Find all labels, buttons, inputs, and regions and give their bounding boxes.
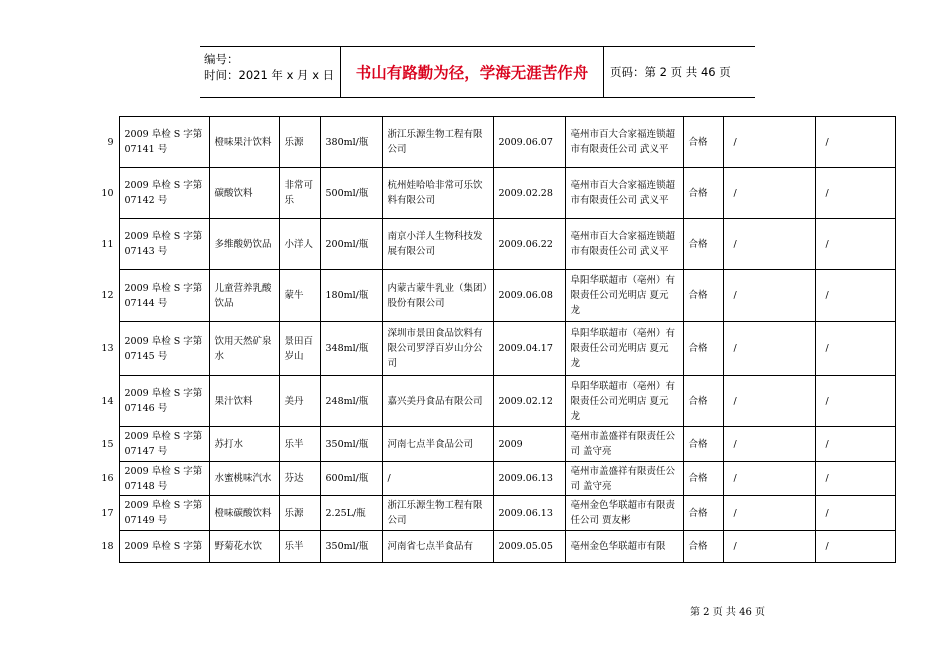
- seller-cell: 阜阳华联超市（亳州）有限责任公司光明店 夏元龙: [565, 322, 683, 376]
- table-row: [86, 427, 895, 462]
- remark-1-cell: /: [723, 117, 815, 168]
- result-cell: 合格: [683, 219, 723, 270]
- cert-number-cell: 2009 阜检 S 字第 07141 号: [119, 117, 209, 168]
- table-row: [86, 168, 895, 219]
- seller-cell: 阜阳华联超市（亳州）有限责任公司光明店 夏元龙: [565, 376, 683, 427]
- manufacturer-cell: 浙江乐源生物工程有限公司: [382, 496, 493, 531]
- remark-1-cell: /: [723, 168, 815, 219]
- page-header: [200, 46, 755, 98]
- remark-1-cell: /: [723, 270, 815, 322]
- spec-cell: 350ml/瓶: [320, 531, 382, 563]
- remark-1-cell: /: [723, 219, 815, 270]
- manufacturer-cell: 内蒙古蒙牛乳业（集团）股份有限公司: [382, 270, 493, 322]
- cert-number-cell: 2009 阜检 S 字第 07148 号: [119, 462, 209, 496]
- production-date-cell: 2009: [493, 427, 565, 462]
- manufacturer-cell: 杭州娃哈哈非常可乐饮料有限公司: [382, 168, 493, 219]
- seller-cell: 亳州市百大合家福连锁超市有限责任公司 武义平: [565, 117, 683, 168]
- row-number: 11: [101, 238, 114, 250]
- page-code: 页码：第 2 页 共 46 页: [610, 65, 731, 79]
- cert-number-cell: 2009 阜检 S 字第: [119, 531, 209, 563]
- spec-cell: 500ml/瓶: [320, 168, 382, 219]
- remark-2-cell: /: [815, 496, 895, 531]
- remark-2-cell: /: [815, 322, 895, 376]
- product-name-cell: 果汁饮料: [209, 376, 279, 427]
- result-cell: 合格: [683, 531, 723, 563]
- production-date-cell: 2009.06.13: [493, 462, 565, 496]
- brand-cell: 乐源: [279, 496, 320, 531]
- page-footer: 第 2 页 共 46 页: [690, 607, 765, 618]
- product-name-cell: 碳酸饮料: [209, 168, 279, 219]
- manufacturer-cell: 南京小洋人生物科技发展有限公司: [382, 219, 493, 270]
- header-page: [604, 47, 761, 97]
- brand-cell: 乐源: [279, 117, 320, 168]
- row-number: 10: [101, 187, 114, 199]
- spec-cell: 380ml/瓶: [320, 117, 382, 168]
- header-info: [200, 47, 341, 97]
- seller-cell: 亳州市百大合家福连锁超市有限责任公司 武义平: [565, 168, 683, 219]
- manufacturer-cell: 深圳市景田食品饮料有限公司罗浮百岁山分公司: [382, 322, 493, 376]
- spec-cell: 348ml/瓶: [320, 322, 382, 376]
- manufacturer-cell: 浙江乐源生物工程有限公司: [382, 117, 493, 168]
- doc-date-label: 时间：2021 年 x 月 x 日: [204, 68, 335, 82]
- inspection-table: [86, 116, 896, 563]
- result-cell: 合格: [683, 270, 723, 322]
- result-cell: 合格: [683, 322, 723, 376]
- remark-2-cell: /: [815, 168, 895, 219]
- product-name-cell: 饮用天然矿泉水: [209, 322, 279, 376]
- production-date-cell: 2009.06.13: [493, 496, 565, 531]
- cert-number-cell: 2009 阜检 S 字第 07145 号: [119, 322, 209, 376]
- result-cell: 合格: [683, 168, 723, 219]
- remark-1-cell: /: [723, 496, 815, 531]
- production-date-cell: 2009.02.28: [493, 168, 565, 219]
- table-row: [86, 376, 895, 427]
- remark-1-cell: /: [723, 322, 815, 376]
- seller-cell: 亳州金色华联超市有限: [565, 531, 683, 563]
- production-date-cell: 2009.06.08: [493, 270, 565, 322]
- remark-2-cell: /: [815, 427, 895, 462]
- manufacturer-cell: /: [382, 462, 493, 496]
- product-name-cell: 多维酸奶饮品: [209, 219, 279, 270]
- cert-number-cell: 2009 阜检 S 字第 07147 号: [119, 427, 209, 462]
- product-name-cell: 苏打水: [209, 427, 279, 462]
- remark-2-cell: /: [815, 270, 895, 322]
- result-cell: 合格: [683, 462, 723, 496]
- table-row: [86, 462, 895, 496]
- product-name-cell: 橙味碳酸饮料: [209, 496, 279, 531]
- seller-cell: 亳州市百大合家福连锁超市有限责任公司 武义平: [565, 219, 683, 270]
- spec-cell: 350ml/瓶: [320, 427, 382, 462]
- result-cell: 合格: [683, 117, 723, 168]
- production-date-cell: 2009.06.07: [493, 117, 565, 168]
- row-number: 17: [101, 507, 114, 519]
- table-row: [86, 117, 895, 168]
- motto-text: 书山有路勤为径，学海无涯苦作舟: [355, 64, 589, 82]
- result-cell: 合格: [683, 376, 723, 427]
- brand-cell: 美丹: [279, 376, 320, 427]
- row-number: 14: [101, 395, 114, 407]
- remark-1-cell: /: [723, 427, 815, 462]
- result-cell: 合格: [683, 427, 723, 462]
- brand-cell: 景田百岁山: [279, 322, 320, 376]
- brand-cell: 芬达: [279, 462, 320, 496]
- header-motto: [341, 47, 604, 97]
- production-date-cell: 2009.05.05: [493, 531, 565, 563]
- table-row: [86, 496, 895, 531]
- spec-cell: 200ml/瓶: [320, 219, 382, 270]
- table-row: [86, 219, 895, 270]
- spec-cell: 2.25L/瓶: [320, 496, 382, 531]
- row-number: 9: [107, 136, 114, 148]
- product-name-cell: 水蜜桃味汽水: [209, 462, 279, 496]
- row-number: 12: [101, 290, 114, 301]
- manufacturer-cell: 河南省七点半食品有: [382, 531, 493, 563]
- table-row: [86, 531, 895, 563]
- spec-cell: 248ml/瓶: [320, 376, 382, 427]
- remark-2-cell: /: [815, 531, 895, 563]
- remark-2-cell: /: [815, 117, 895, 168]
- table-row: [86, 322, 895, 376]
- production-date-cell: 2009.04.17: [493, 322, 565, 376]
- cert-number-cell: 2009 阜检 S 字第 07146 号: [119, 376, 209, 427]
- doc-number-label: 编号：: [204, 52, 239, 66]
- remark-1-cell: /: [723, 531, 815, 563]
- seller-cell: 亳州金色华联超市有限责任公司 贾友彬: [565, 496, 683, 531]
- remark-1-cell: /: [723, 376, 815, 427]
- brand-cell: 蒙牛: [279, 270, 320, 322]
- result-cell: 合格: [683, 496, 723, 531]
- row-number: 15: [101, 438, 114, 450]
- row-number: 18: [101, 541, 114, 552]
- table-row: [86, 270, 895, 322]
- production-date-cell: 2009.06.22: [493, 219, 565, 270]
- remark-2-cell: /: [815, 219, 895, 270]
- product-name-cell: 橙味果汁饮料: [209, 117, 279, 168]
- brand-cell: 乐半: [279, 531, 320, 563]
- manufacturer-cell: 河南七点半食品公司: [382, 427, 493, 462]
- spec-cell: 600ml/瓶: [320, 462, 382, 496]
- brand-cell: 非常可乐: [279, 168, 320, 219]
- remark-2-cell: /: [815, 376, 895, 427]
- cert-number-cell: 2009 阜检 S 字第 07143 号: [119, 219, 209, 270]
- cert-number-cell: 2009 阜检 S 字第 07142 号: [119, 168, 209, 219]
- production-date-cell: 2009.02.12: [493, 376, 565, 427]
- remark-2-cell: /: [815, 462, 895, 496]
- table-body: [86, 117, 895, 563]
- row-number: 13: [101, 343, 114, 354]
- brand-cell: 乐半: [279, 427, 320, 462]
- brand-cell: 小洋人: [279, 219, 320, 270]
- row-number: 16: [101, 473, 114, 484]
- seller-cell: 亳州市盖盛祥有限责任公司 盖守亮: [565, 427, 683, 462]
- spec-cell: 180ml/瓶: [320, 270, 382, 322]
- seller-cell: 阜阳华联超市（亳州）有限责任公司光明店 夏元龙: [565, 270, 683, 322]
- seller-cell: 亳州市盖盛祥有限责任公司 盖守亮: [565, 462, 683, 496]
- cert-number-cell: 2009 阜检 S 字第 07144 号: [119, 270, 209, 322]
- manufacturer-cell: 嘉兴美丹食品有限公司: [382, 376, 493, 427]
- remark-1-cell: /: [723, 462, 815, 496]
- product-name-cell: 野菊花水饮: [209, 531, 279, 563]
- product-name-cell: 儿童营养乳酸饮品: [209, 270, 279, 322]
- cert-number-cell: 2009 阜检 S 字第 07149 号: [119, 496, 209, 531]
